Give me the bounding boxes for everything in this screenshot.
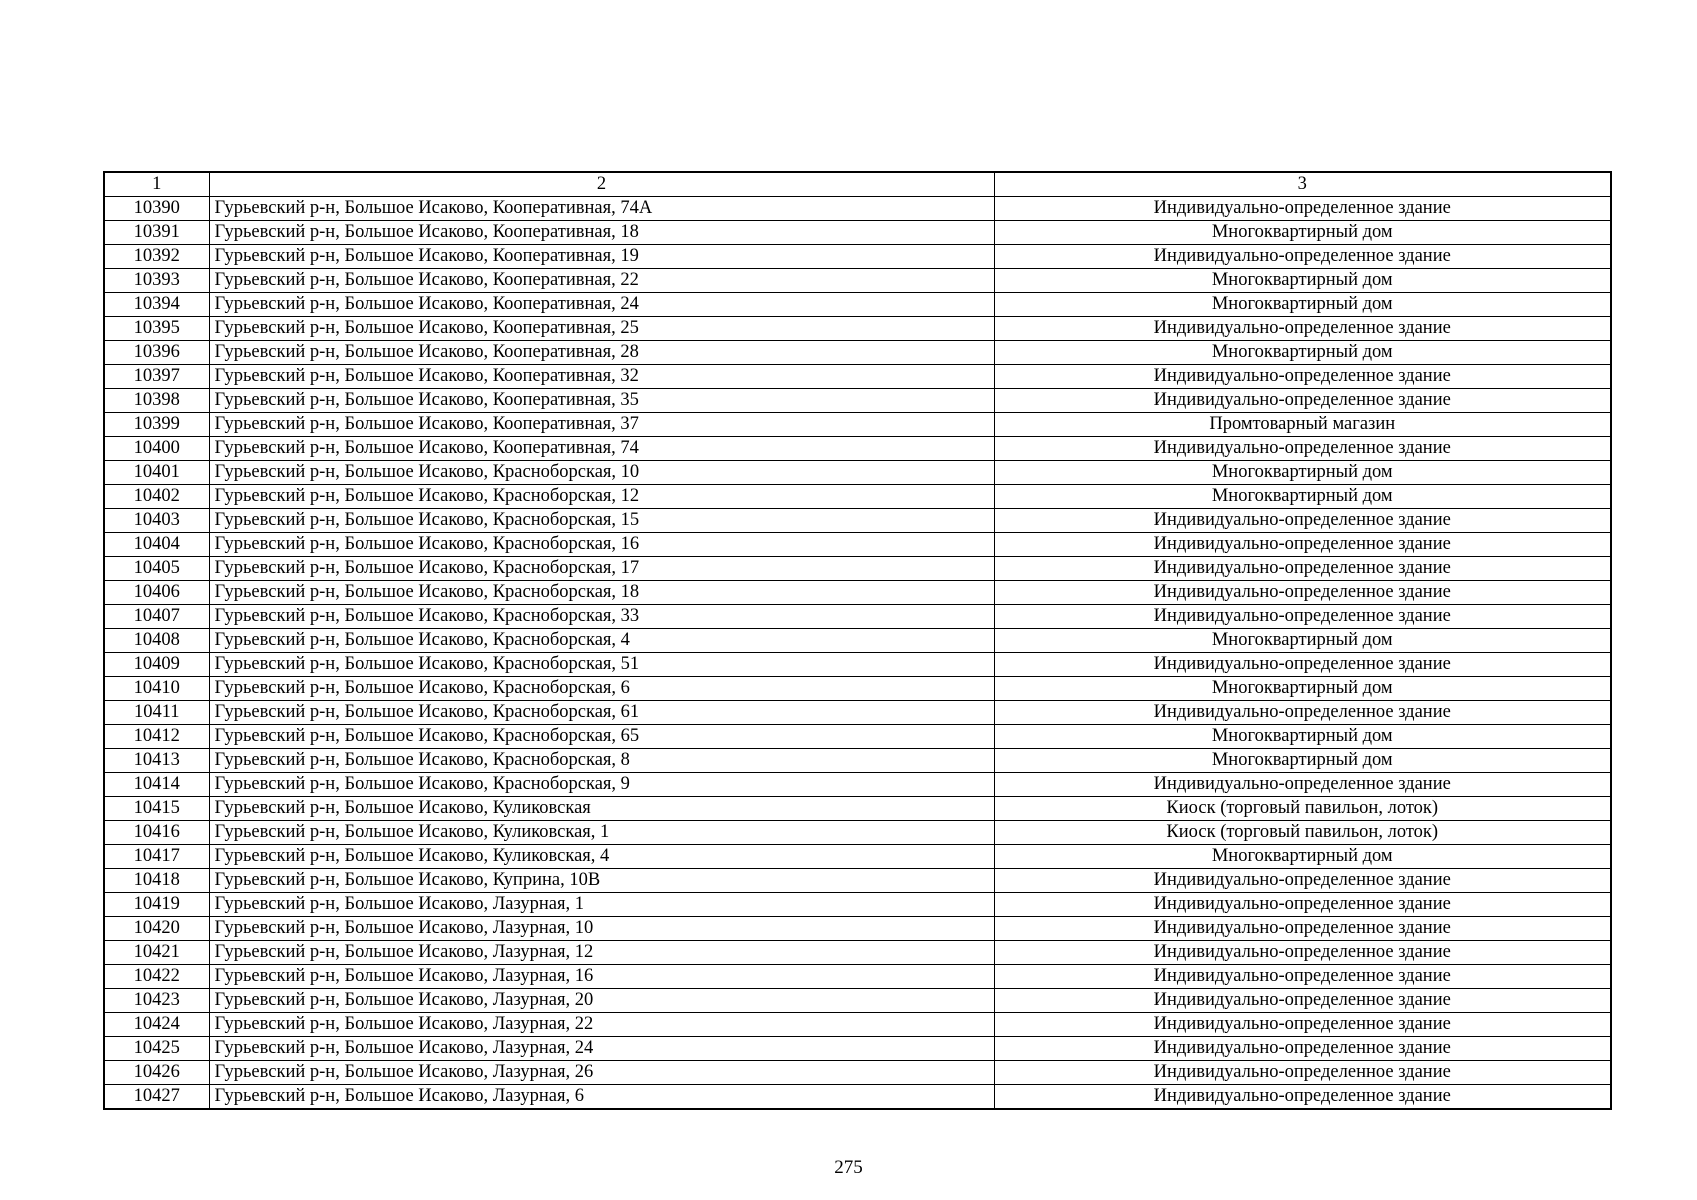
object-type-cell: Индивидуально-определенное здание [994, 317, 1611, 341]
row-number-cell: 10402 [104, 485, 209, 509]
address-cell: Гурьевский р-н, Большое Исаково, Лазурная, 22 [209, 1013, 994, 1037]
address-cell: Гурьевский р-н, Большое Исаково, Кооперативная, 24 [209, 293, 994, 317]
object-type-cell: Индивидуально-определенное здание [994, 965, 1611, 989]
object-type-cell: Индивидуально-определенное здание [994, 701, 1611, 725]
row-number-cell: 10406 [104, 581, 209, 605]
table-row [104, 989, 1611, 1013]
registry-table [103, 171, 1612, 1110]
row-number-cell: 10407 [104, 605, 209, 629]
object-type-cell: Многоквартирный дом [994, 629, 1611, 653]
row-number-cell: 10391 [104, 221, 209, 245]
object-type-cell: Индивидуально-определенное здание [994, 509, 1611, 533]
object-type-cell: Многоквартирный дом [994, 677, 1611, 701]
object-type-cell: Многоквартирный дом [994, 341, 1611, 365]
address-cell: Гурьевский р-н, Большое Исаково, Красноборская, 65 [209, 725, 994, 749]
address-cell: Гурьевский р-н, Большое Исаково, Красноборская, 15 [209, 509, 994, 533]
table-row [104, 773, 1611, 797]
address-cell: Гурьевский р-н, Большое Исаково, Красноборская, 18 [209, 581, 994, 605]
row-number-cell: 10424 [104, 1013, 209, 1037]
table-row [104, 845, 1611, 869]
address-cell: Гурьевский р-н, Большое Исаково, Куликовская, 4 [209, 845, 994, 869]
table-row [104, 605, 1611, 629]
address-cell: Гурьевский р-н, Большое Исаково, Кооперативная, 37 [209, 413, 994, 437]
row-number-cell: 10405 [104, 557, 209, 581]
table-row [104, 509, 1611, 533]
object-type-cell: Индивидуально-определенное здание [994, 605, 1611, 629]
address-cell: Гурьевский р-н, Большое Исаково, Куприна, 10В [209, 869, 994, 893]
table-row [104, 557, 1611, 581]
table-row [104, 1085, 1611, 1110]
object-type-cell: Многоквартирный дом [994, 845, 1611, 869]
object-type-cell: Индивидуально-определенное здание [994, 893, 1611, 917]
address-cell: Гурьевский р-н, Большое Исаково, Кооперативная, 19 [209, 245, 994, 269]
table-row [104, 1037, 1611, 1061]
table-row [104, 341, 1611, 365]
object-type-cell: Индивидуально-определенное здание [994, 533, 1611, 557]
object-type-cell: Индивидуально-определенное здание [994, 869, 1611, 893]
row-number-cell: 10425 [104, 1037, 209, 1061]
table-row [104, 245, 1611, 269]
row-number-cell: 10408 [104, 629, 209, 653]
table-row [104, 965, 1611, 989]
table-row [104, 485, 1611, 509]
object-type-cell: Индивидуально-определенное здание [994, 197, 1611, 221]
object-type-cell: Киоск (торговый павильон, лоток) [994, 797, 1611, 821]
address-cell: Гурьевский р-н, Большое Исаково, Лазурная, 26 [209, 1061, 994, 1085]
row-number-cell: 10392 [104, 245, 209, 269]
address-cell: Гурьевский р-н, Большое Исаково, Лазурная, 6 [209, 1085, 994, 1110]
object-type-cell: Многоквартирный дом [994, 221, 1611, 245]
table-row [104, 1013, 1611, 1037]
table-row [104, 1061, 1611, 1085]
object-type-cell: Индивидуально-определенное здание [994, 1013, 1611, 1037]
object-type-cell: Многоквартирный дом [994, 269, 1611, 293]
page-number: 275 [834, 1157, 863, 1178]
row-number-cell: 10418 [104, 869, 209, 893]
object-type-cell: Индивидуально-определенное здание [994, 1061, 1611, 1085]
row-number-cell: 10390 [104, 197, 209, 221]
table-row [104, 221, 1611, 245]
row-number-cell: 10409 [104, 653, 209, 677]
address-cell: Гурьевский р-н, Большое Исаково, Лазурная, 1 [209, 893, 994, 917]
table-row [104, 677, 1611, 701]
address-cell: Гурьевский р-н, Большое Исаково, Кооперативная, 28 [209, 341, 994, 365]
object-type-cell: Индивидуально-определенное здание [994, 245, 1611, 269]
object-type-cell: Индивидуально-определенное здание [994, 581, 1611, 605]
row-number-cell: 10394 [104, 293, 209, 317]
row-number-cell: 10420 [104, 917, 209, 941]
address-cell: Гурьевский р-н, Большое Исаково, Лазурная, 16 [209, 965, 994, 989]
address-cell: Гурьевский р-н, Большое Исаково, Кооперативная, 35 [209, 389, 994, 413]
row-number-cell: 10403 [104, 509, 209, 533]
table-row [104, 581, 1611, 605]
address-cell: Гурьевский р-н, Большое Исаково, Красноборская, 33 [209, 605, 994, 629]
row-number-cell: 10400 [104, 437, 209, 461]
object-type-cell: Индивидуально-определенное здание [994, 389, 1611, 413]
object-type-cell: Индивидуально-определенное здание [994, 1037, 1611, 1061]
address-cell: Гурьевский р-н, Большое Исаково, Лазурная, 10 [209, 917, 994, 941]
address-cell: Гурьевский р-н, Большое Исаково, Красноборская, 61 [209, 701, 994, 725]
object-type-cell: Индивидуально-определенное здание [994, 941, 1611, 965]
object-type-cell: Киоск (торговый павильон, лоток) [994, 821, 1611, 845]
object-type-cell: Индивидуально-определенное здание [994, 365, 1611, 389]
row-number-cell: 10422 [104, 965, 209, 989]
address-cell: Гурьевский р-н, Большое Исаково, Лазурная, 12 [209, 941, 994, 965]
row-number-cell: 10427 [104, 1085, 209, 1110]
address-cell: Гурьевский р-н, Большое Исаково, Кооперативная, 25 [209, 317, 994, 341]
address-cell: Гурьевский р-н, Большое Исаково, Кооперативная, 22 [209, 269, 994, 293]
row-number-cell: 10410 [104, 677, 209, 701]
row-number-cell: 10415 [104, 797, 209, 821]
row-number-cell: 10395 [104, 317, 209, 341]
table-body [104, 197, 1611, 1110]
row-number-cell: 10399 [104, 413, 209, 437]
row-number-cell: 10419 [104, 893, 209, 917]
row-number-cell: 10412 [104, 725, 209, 749]
address-cell: Гурьевский р-н, Большое Исаково, Кооперативная, 74 [209, 437, 994, 461]
object-type-cell: Индивидуально-определенное здание [994, 557, 1611, 581]
row-number-cell: 10426 [104, 1061, 209, 1085]
object-type-cell: Индивидуально-определенное здание [994, 1085, 1611, 1110]
address-cell: Гурьевский р-н, Большое Исаково, Красноборская, 17 [209, 557, 994, 581]
column-header-1: 1 [104, 172, 209, 197]
object-type-cell: Промтоварный магазин [994, 413, 1611, 437]
object-type-cell: Индивидуально-определенное здание [994, 917, 1611, 941]
table-row [104, 941, 1611, 965]
table-row [104, 893, 1611, 917]
row-number-cell: 10423 [104, 989, 209, 1013]
table-row [104, 413, 1611, 437]
object-type-cell: Многоквартирный дом [994, 725, 1611, 749]
table-row [104, 317, 1611, 341]
object-type-cell: Индивидуально-определенное здание [994, 437, 1611, 461]
address-cell: Гурьевский р-н, Большое Исаково, Кооперативная, 32 [209, 365, 994, 389]
address-cell: Гурьевский р-н, Большое Исаково, Красноборская, 8 [209, 749, 994, 773]
table-row [104, 365, 1611, 389]
row-number-cell: 10417 [104, 845, 209, 869]
object-type-cell: Многоквартирный дом [994, 461, 1611, 485]
object-type-cell: Многоквартирный дом [994, 749, 1611, 773]
table-row [104, 869, 1611, 893]
table-row [104, 797, 1611, 821]
row-number-cell: 10416 [104, 821, 209, 845]
address-cell: Гурьевский р-н, Большое Исаково, Красноборская, 51 [209, 653, 994, 677]
row-number-cell: 10411 [104, 701, 209, 725]
column-header-3: 3 [994, 172, 1611, 197]
address-cell: Гурьевский р-н, Большое Исаково, Кооперативная, 74А [209, 197, 994, 221]
table-row [104, 629, 1611, 653]
table-row [104, 725, 1611, 749]
address-cell: Гурьевский р-н, Большое Исаково, Куликовская [209, 797, 994, 821]
address-cell: Гурьевский р-н, Большое Исаково, Красноборская, 6 [209, 677, 994, 701]
row-number-cell: 10396 [104, 341, 209, 365]
column-header-2: 2 [209, 172, 994, 197]
row-number-cell: 10414 [104, 773, 209, 797]
table-header-row [104, 172, 1611, 197]
object-type-cell: Многоквартирный дом [994, 293, 1611, 317]
table-row [104, 917, 1611, 941]
table-row [104, 389, 1611, 413]
table-row [104, 197, 1611, 221]
row-number-cell: 10421 [104, 941, 209, 965]
object-type-cell: Индивидуально-определенное здание [994, 653, 1611, 677]
object-type-cell: Индивидуально-определенное здание [994, 773, 1611, 797]
table-row [104, 749, 1611, 773]
address-cell: Гурьевский р-н, Большое Исаково, Лазурная, 24 [209, 1037, 994, 1061]
table-row [104, 653, 1611, 677]
table-row [104, 461, 1611, 485]
row-number-cell: 10398 [104, 389, 209, 413]
row-number-cell: 10401 [104, 461, 209, 485]
address-cell: Гурьевский р-н, Большое Исаково, Красноборская, 10 [209, 461, 994, 485]
address-cell: Гурьевский р-н, Большое Исаково, Красноборская, 12 [209, 485, 994, 509]
row-number-cell: 10393 [104, 269, 209, 293]
address-cell: Гурьевский р-н, Большое Исаково, Лазурная, 20 [209, 989, 994, 1013]
table-row [104, 821, 1611, 845]
table-row [104, 533, 1611, 557]
object-type-cell: Многоквартирный дом [994, 485, 1611, 509]
address-cell: Гурьевский р-н, Большое Исаково, Красноборская, 16 [209, 533, 994, 557]
address-cell: Гурьевский р-н, Большое Исаково, Куликовская, 1 [209, 821, 994, 845]
table-row [104, 701, 1611, 725]
address-cell: Гурьевский р-н, Большое Исаково, Красноборская, 4 [209, 629, 994, 653]
table-row [104, 269, 1611, 293]
row-number-cell: 10413 [104, 749, 209, 773]
table-row [104, 437, 1611, 461]
row-number-cell: 10397 [104, 365, 209, 389]
address-cell: Гурьевский р-н, Большое Исаково, Красноборская, 9 [209, 773, 994, 797]
row-number-cell: 10404 [104, 533, 209, 557]
table-row [104, 293, 1611, 317]
address-cell: Гурьевский р-н, Большое Исаково, Кооперативная, 18 [209, 221, 994, 245]
object-type-cell: Индивидуально-определенное здание [994, 989, 1611, 1013]
